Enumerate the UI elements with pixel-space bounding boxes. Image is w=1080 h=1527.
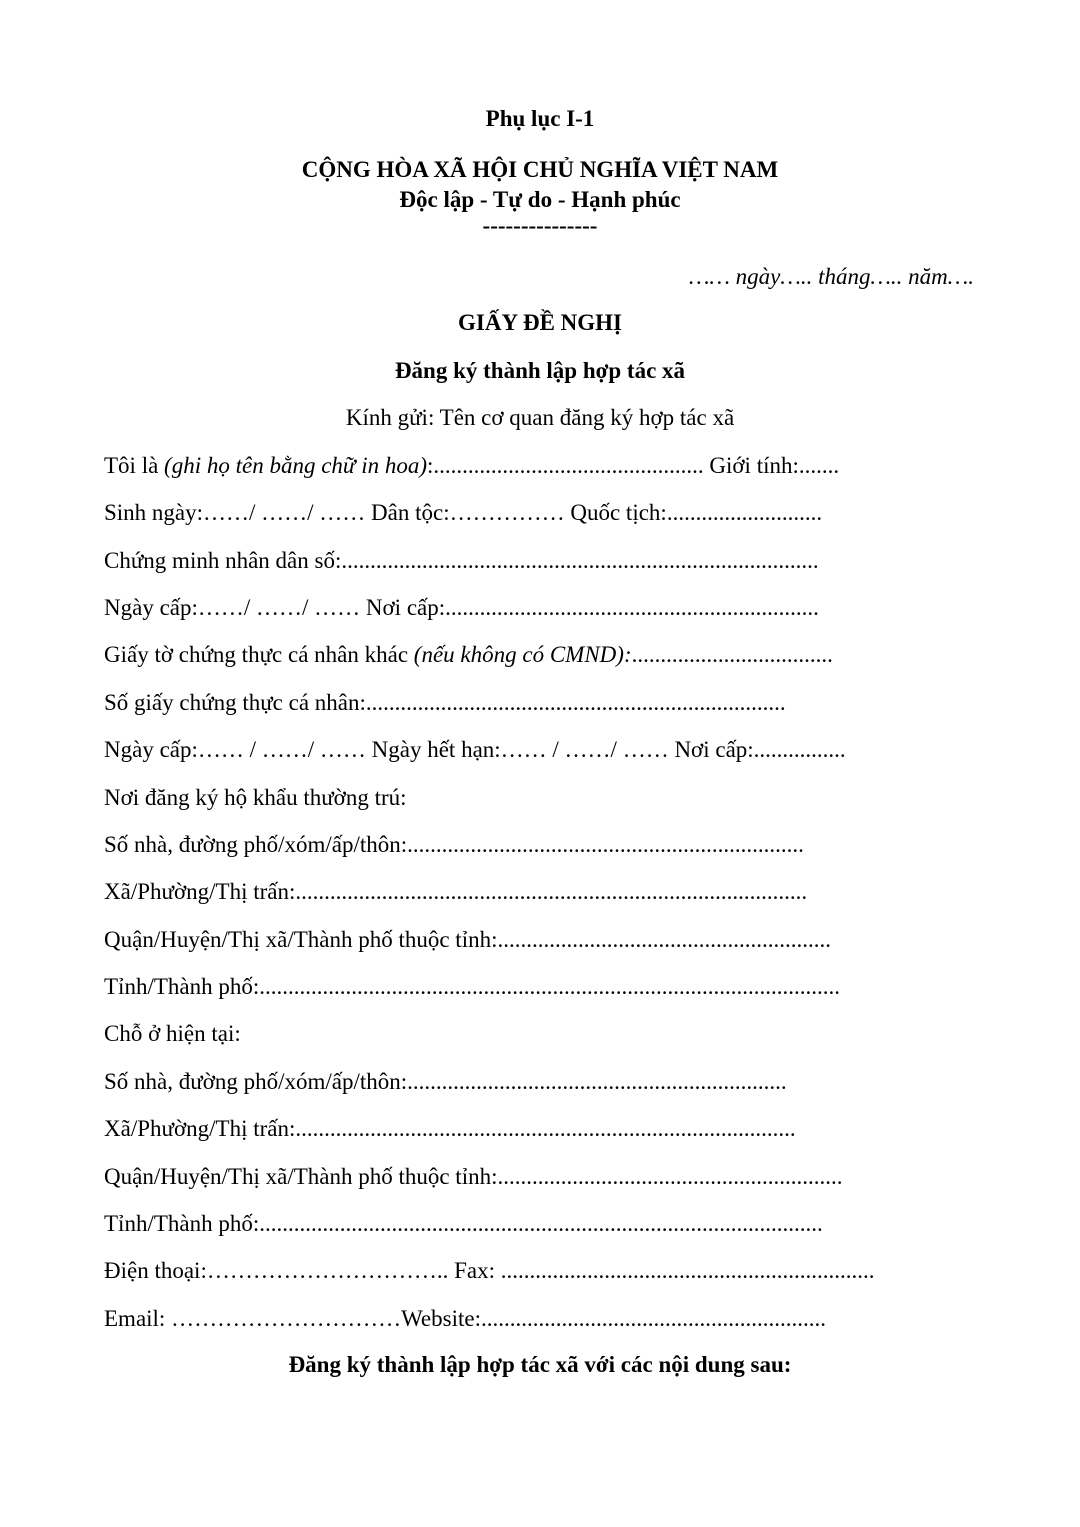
field-name-hint: (ghi họ tên bằng chữ in hoa) bbox=[164, 453, 427, 478]
field-other-doc-rest: ................................... bbox=[631, 642, 833, 667]
field-cur-street: Số nhà, đường phố/xóm/ấp/thôn:.................................................................. bbox=[104, 1069, 787, 1094]
document-title: GIẤY ĐỀ NGHỊ bbox=[458, 310, 622, 335]
header-separator: --------------- bbox=[482, 213, 598, 238]
field-cur-ward: Xã/Phường/Thị trấn:....................................................................................... bbox=[104, 1116, 796, 1141]
appendix-label: Phụ lục I-1 bbox=[485, 106, 595, 131]
field-email-website: Email: …………………………Website:............................................................ bbox=[104, 1306, 826, 1331]
current-address-heading: Chỗ ở hiện tại: bbox=[104, 1021, 241, 1046]
field-birth: Sinh ngày:……/ ……/ …… Dân tộc:…………… Quốc tịch:........................... bbox=[104, 500, 823, 525]
national-motto: Độc lập - Tự do - Hạnh phúc bbox=[399, 187, 681, 212]
field-name-prefix: Tôi là bbox=[104, 453, 165, 478]
recipient-line: Kính gửi: Tên cơ quan đăng ký hợp tác xã bbox=[345, 405, 735, 430]
field-perm-ward: Xã/Phường/Thị trấn:......................................................................................... bbox=[104, 879, 808, 904]
field-id-number: Chứng minh nhân dân số:................................................................................... bbox=[104, 548, 819, 573]
field-perm-province: Tỉnh/Thành phố:..................................................................................................... bbox=[104, 974, 840, 999]
field-perm-district: Quận/Huyện/Thị xã/Thành phố thuộc tỉnh:.......................................................... bbox=[104, 927, 831, 952]
field-other-doc-number: Số giấy chứng thực cá nhân:......................................................................... bbox=[104, 690, 786, 715]
closing-heading: Đăng ký thành lập hợp tác xã với các nội dung sau: bbox=[288, 1352, 792, 1377]
date-line: …… ngày….. tháng….. năm…. bbox=[689, 264, 974, 289]
field-other-doc bbox=[104, 641, 833, 669]
field-name-rest: :............................................... Giới tính:....... bbox=[427, 453, 840, 478]
field-other-doc-hint: (nếu không có CMND): bbox=[413, 642, 632, 667]
field-perm-street: Số nhà, đường phố/xóm/ấp/thôn:..................................................................... bbox=[104, 832, 804, 857]
field-phone-fax: Điện thoại:………………………….. Fax: ................................................................. bbox=[104, 1258, 875, 1283]
field-id-issue: Ngày cấp:……/ ……/ …… Nơi cấp:................................................................. bbox=[104, 595, 819, 620]
country-name: CỘNG HÒA XÃ HỘI CHỦ NGHĨA VIỆT NAM bbox=[301, 157, 779, 182]
field-cur-province: Tỉnh/Thành phố:.................................................................................................. bbox=[104, 1211, 823, 1236]
document-subtitle: Đăng ký thành lập hợp tác xã bbox=[394, 358, 686, 383]
field-cur-district: Quận/Huyện/Thị xã/Thành phố thuộc tỉnh:............................................................ bbox=[104, 1164, 843, 1189]
field-other-doc-issue: Ngày cấp:…… / ……/ …… Ngày hết hạn:…… / ……/ …… Nơi cấp:................ bbox=[104, 737, 846, 762]
field-name bbox=[104, 452, 839, 480]
field-other-doc-prefix: Giấy tờ chứng thực cá nhân khác bbox=[104, 642, 414, 667]
permanent-address-heading: Nơi đăng ký hộ khẩu thường trú: bbox=[104, 785, 407, 810]
